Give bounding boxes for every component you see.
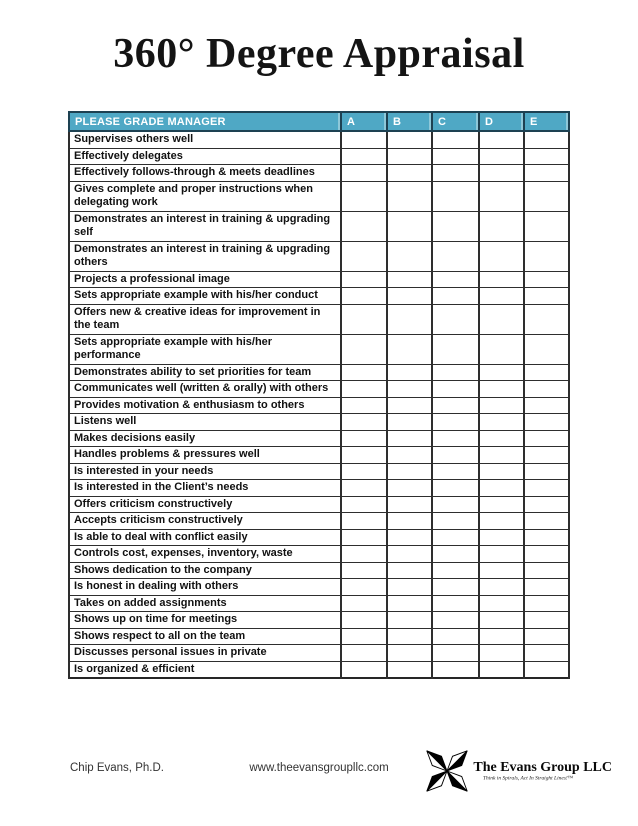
- footer-website-link[interactable]: www.theevansgroupllc.com: [249, 762, 389, 774]
- table-row: [69, 447, 569, 464]
- rating-cell-e[interactable]: [524, 381, 569, 398]
- criteria-cell: Is honest in dealing with others: [69, 579, 341, 596]
- logo-company-name: The Evans Group LLC: [473, 759, 612, 775]
- rating-cell-b[interactable]: [387, 513, 432, 530]
- column-header-e: E: [524, 112, 569, 131]
- table-row: [69, 334, 569, 364]
- table-row: [69, 645, 569, 662]
- criteria-cell: Is interested in the Client’s needs: [69, 480, 341, 497]
- rating-cell-d[interactable]: [479, 513, 524, 530]
- rating-cell-e[interactable]: [524, 364, 569, 381]
- rating-cell-e[interactable]: [524, 165, 569, 182]
- rating-cell-a[interactable]: [341, 463, 387, 480]
- rating-cell-c[interactable]: [432, 595, 479, 612]
- table-row: [69, 381, 569, 398]
- rating-cell-a[interactable]: [341, 529, 387, 546]
- rating-cell-d[interactable]: [479, 645, 524, 662]
- rating-cell-c[interactable]: [432, 304, 479, 334]
- appraisal-table-container: [68, 111, 568, 679]
- rating-cell-d[interactable]: [479, 165, 524, 182]
- rating-cell-c[interactable]: [432, 612, 479, 629]
- rating-cell-b[interactable]: [387, 661, 432, 678]
- table-row: [69, 480, 569, 497]
- rating-cell-b[interactable]: [387, 288, 432, 305]
- rating-cell-a[interactable]: [341, 612, 387, 629]
- table-row: [69, 513, 569, 530]
- rating-cell-e[interactable]: [524, 334, 569, 364]
- rating-cell-b[interactable]: [387, 595, 432, 612]
- rating-cell-d[interactable]: [479, 546, 524, 563]
- rating-cell-d[interactable]: [479, 447, 524, 464]
- rating-cell-e[interactable]: [524, 480, 569, 497]
- rating-cell-b[interactable]: [387, 271, 432, 288]
- criteria-cell: Listens well: [69, 414, 341, 431]
- rating-cell-a[interactable]: [341, 562, 387, 579]
- criteria-cell: Offers criticism constructively: [69, 496, 341, 513]
- table-row: [69, 397, 569, 414]
- table-row: [69, 430, 569, 447]
- rating-cell-b[interactable]: [387, 165, 432, 182]
- rating-cell-e[interactable]: [524, 447, 569, 464]
- rating-cell-e[interactable]: [524, 645, 569, 662]
- criteria-cell: Accepts criticism constructively: [69, 513, 341, 530]
- pinwheel-star-icon: [424, 748, 470, 794]
- rating-cell-b[interactable]: [387, 211, 432, 241]
- footer-author: Chip Evans, Ph.D.: [70, 762, 164, 774]
- criteria-cell: Is interested in your needs: [69, 463, 341, 480]
- table-row: [69, 271, 569, 288]
- page-title: 360° Degree Appraisal: [113, 31, 525, 77]
- rating-cell-c[interactable]: [432, 397, 479, 414]
- table-row: [69, 496, 569, 513]
- rating-cell-a[interactable]: [341, 430, 387, 447]
- rating-cell-a[interactable]: [341, 271, 387, 288]
- criteria-cell: Sets appropriate example with his/her conduct: [69, 288, 341, 305]
- criteria-cell: Controls cost, expenses, inventory, waste: [69, 546, 341, 563]
- rating-cell-e[interactable]: [524, 397, 569, 414]
- rating-cell-d[interactable]: [479, 288, 524, 305]
- rating-cell-e[interactable]: [524, 463, 569, 480]
- rating-cell-a[interactable]: [341, 334, 387, 364]
- criteria-cell: Sets appropriate example with his/her performance: [69, 334, 341, 364]
- rating-cell-d[interactable]: [479, 628, 524, 645]
- rating-cell-d[interactable]: [479, 334, 524, 364]
- rating-cell-b[interactable]: [387, 241, 432, 271]
- column-header-a: A: [341, 112, 387, 131]
- rating-cell-e[interactable]: [524, 131, 569, 148]
- criteria-cell: Takes on added assignments: [69, 595, 341, 612]
- rating-cell-b[interactable]: [387, 447, 432, 464]
- rating-cell-c[interactable]: [432, 271, 479, 288]
- table-row: [69, 165, 569, 182]
- rating-cell-c[interactable]: [432, 661, 479, 678]
- rating-cell-e[interactable]: [524, 595, 569, 612]
- rating-cell-b[interactable]: [387, 397, 432, 414]
- rating-cell-d[interactable]: [479, 562, 524, 579]
- criteria-cell: Shows respect to all on the team: [69, 628, 341, 645]
- rating-cell-a[interactable]: [341, 211, 387, 241]
- criteria-cell: Provides motivation & enthusiasm to others: [69, 397, 341, 414]
- rating-cell-a[interactable]: [341, 480, 387, 497]
- company-logo: [424, 748, 612, 794]
- rating-cell-a[interactable]: [341, 595, 387, 612]
- rating-cell-e[interactable]: [524, 211, 569, 241]
- rating-cell-d[interactable]: [479, 480, 524, 497]
- rating-cell-e[interactable]: [524, 430, 569, 447]
- criteria-cell: Is able to deal with conflict easily: [69, 529, 341, 546]
- rating-cell-e[interactable]: [524, 496, 569, 513]
- rating-cell-c[interactable]: [432, 334, 479, 364]
- rating-cell-e[interactable]: [524, 241, 569, 271]
- rating-cell-e[interactable]: [524, 271, 569, 288]
- rating-cell-c[interactable]: [432, 463, 479, 480]
- rating-cell-d[interactable]: [479, 496, 524, 513]
- rating-cell-a[interactable]: [341, 579, 387, 596]
- rating-cell-e[interactable]: [524, 661, 569, 678]
- rating-cell-d[interactable]: [479, 430, 524, 447]
- rating-cell-c[interactable]: [432, 513, 479, 530]
- table-row: [69, 131, 569, 148]
- rating-cell-d[interactable]: [479, 397, 524, 414]
- rating-cell-e[interactable]: [524, 612, 569, 629]
- table-row: [69, 562, 569, 579]
- rating-cell-d[interactable]: [479, 381, 524, 398]
- criteria-cell: Effectively delegates: [69, 148, 341, 165]
- rating-cell-c[interactable]: [432, 645, 479, 662]
- rating-cell-e[interactable]: [524, 148, 569, 165]
- table-row: [69, 463, 569, 480]
- rating-cell-d[interactable]: [479, 463, 524, 480]
- criteria-cell: Discusses personal issues in private: [69, 645, 341, 662]
- rating-cell-a[interactable]: [341, 131, 387, 148]
- rating-cell-b[interactable]: [387, 480, 432, 497]
- rating-cell-c[interactable]: [432, 546, 479, 563]
- rating-cell-a[interactable]: [341, 165, 387, 182]
- rating-cell-a[interactable]: [341, 414, 387, 431]
- rating-cell-e[interactable]: [524, 562, 569, 579]
- rating-cell-b[interactable]: [387, 304, 432, 334]
- rating-cell-c[interactable]: [432, 496, 479, 513]
- page-footer: [0, 748, 638, 804]
- table-row: [69, 211, 569, 241]
- rating-cell-c[interactable]: [432, 131, 479, 148]
- table-row: [69, 241, 569, 271]
- rating-cell-e[interactable]: [524, 579, 569, 596]
- rating-cell-a[interactable]: [341, 241, 387, 271]
- criteria-cell: Is organized & efficient: [69, 661, 341, 678]
- rating-cell-d[interactable]: [479, 271, 524, 288]
- table-row: [69, 304, 569, 334]
- rating-cell-c[interactable]: [432, 480, 479, 497]
- rating-cell-c[interactable]: [432, 414, 479, 431]
- rating-cell-c[interactable]: [432, 579, 479, 596]
- criteria-cell: Demonstrates ability to set priorities for team: [69, 364, 341, 381]
- logo-text-block: [473, 760, 612, 783]
- rating-cell-e[interactable]: [524, 546, 569, 563]
- rating-cell-b[interactable]: [387, 645, 432, 662]
- criteria-cell: Gives complete and proper instructions when delegating work: [69, 181, 341, 211]
- criteria-cell: Demonstrates an interest in training & upgrading self: [69, 211, 341, 241]
- rating-cell-e[interactable]: [524, 181, 569, 211]
- rating-cell-a[interactable]: [341, 447, 387, 464]
- rating-cell-a[interactable]: [341, 364, 387, 381]
- rating-cell-b[interactable]: [387, 628, 432, 645]
- rating-cell-a[interactable]: [341, 546, 387, 563]
- criteria-cell: Offers new & creative ideas for improvement in the team: [69, 304, 341, 334]
- rating-cell-b[interactable]: [387, 463, 432, 480]
- rating-cell-a[interactable]: [341, 181, 387, 211]
- rating-cell-d[interactable]: [479, 414, 524, 431]
- rating-cell-c[interactable]: [432, 430, 479, 447]
- rating-cell-b[interactable]: [387, 364, 432, 381]
- table-row: [69, 364, 569, 381]
- rating-cell-b[interactable]: [387, 131, 432, 148]
- rating-cell-c[interactable]: [432, 628, 479, 645]
- rating-cell-a[interactable]: [341, 645, 387, 662]
- rating-cell-c[interactable]: [432, 447, 479, 464]
- criteria-cell: Demonstrates an interest in training & upgrading others: [69, 241, 341, 271]
- criteria-cell: Shows up on time for meetings: [69, 612, 341, 629]
- rating-cell-b[interactable]: [387, 496, 432, 513]
- rating-cell-d[interactable]: [479, 529, 524, 546]
- logo-tagline: Think in Spirals, Act In Straight Lines!™: [483, 774, 574, 781]
- criteria-cell: Communicates well (written & orally) with others: [69, 381, 341, 398]
- table-row: [69, 148, 569, 165]
- rating-cell-c[interactable]: [432, 529, 479, 546]
- rating-cell-a[interactable]: [341, 304, 387, 334]
- rating-cell-a[interactable]: [341, 496, 387, 513]
- rating-cell-d[interactable]: [479, 364, 524, 381]
- table-body: [69, 131, 569, 678]
- criteria-cell: Shows dedication to the company: [69, 562, 341, 579]
- rating-cell-d[interactable]: [479, 595, 524, 612]
- rating-cell-c[interactable]: [432, 148, 479, 165]
- rating-cell-a[interactable]: [341, 381, 387, 398]
- criteria-cell: Projects a professional image: [69, 271, 341, 288]
- rating-cell-d[interactable]: [479, 241, 524, 271]
- table-row: [69, 529, 569, 546]
- rating-cell-e[interactable]: [524, 513, 569, 530]
- rating-cell-b[interactable]: [387, 529, 432, 546]
- table-row: [69, 546, 569, 563]
- column-header-d: D: [479, 112, 524, 131]
- table-row: [69, 579, 569, 596]
- column-header-b: B: [387, 112, 432, 131]
- rating-cell-a[interactable]: [341, 513, 387, 530]
- criteria-cell: Makes decisions easily: [69, 430, 341, 447]
- rating-cell-c[interactable]: [432, 241, 479, 271]
- rating-cell-b[interactable]: [387, 546, 432, 563]
- rating-cell-b[interactable]: [387, 148, 432, 165]
- rating-cell-c[interactable]: [432, 181, 479, 211]
- rating-cell-c[interactable]: [432, 165, 479, 182]
- appraisal-table: [68, 111, 570, 679]
- rating-cell-d[interactable]: [479, 612, 524, 629]
- rating-cell-b[interactable]: [387, 562, 432, 579]
- table-row: [69, 414, 569, 431]
- rating-cell-a[interactable]: [341, 148, 387, 165]
- rating-cell-d[interactable]: [479, 304, 524, 334]
- table-row: [69, 661, 569, 678]
- rating-cell-e[interactable]: [524, 628, 569, 645]
- rating-cell-b[interactable]: [387, 612, 432, 629]
- rating-cell-d[interactable]: [479, 579, 524, 596]
- rating-cell-b[interactable]: [387, 414, 432, 431]
- rating-cell-d[interactable]: [479, 181, 524, 211]
- rating-cell-d[interactable]: [479, 211, 524, 241]
- rating-cell-d[interactable]: [479, 661, 524, 678]
- table-row: [69, 181, 569, 211]
- rating-cell-a[interactable]: [341, 628, 387, 645]
- rating-cell-d[interactable]: [479, 131, 524, 148]
- rating-cell-e[interactable]: [524, 288, 569, 305]
- table-row: [69, 288, 569, 305]
- rating-cell-c[interactable]: [432, 288, 479, 305]
- header-grade-manager-label: PLEASE GRADE MANAGER: [69, 112, 341, 131]
- rating-cell-a[interactable]: [341, 397, 387, 414]
- table-row: [69, 628, 569, 645]
- column-header-c: C: [432, 112, 479, 131]
- table-row: [69, 612, 569, 629]
- criteria-cell: Effectively follows-through & meets deadlines: [69, 165, 341, 182]
- table-row: [69, 595, 569, 612]
- rating-cell-d[interactable]: [479, 148, 524, 165]
- rating-cell-b[interactable]: [387, 181, 432, 211]
- rating-cell-e[interactable]: [524, 414, 569, 431]
- rating-cell-e[interactable]: [524, 529, 569, 546]
- rating-cell-c[interactable]: [432, 364, 479, 381]
- rating-cell-b[interactable]: [387, 430, 432, 447]
- rating-cell-e[interactable]: [524, 304, 569, 334]
- table-header-row: [69, 112, 569, 131]
- rating-cell-b[interactable]: [387, 579, 432, 596]
- criteria-cell: Handles problems & pressures well: [69, 447, 341, 464]
- criteria-cell: Supervises others well: [69, 131, 341, 148]
- rating-cell-c[interactable]: [432, 381, 479, 398]
- rating-cell-a[interactable]: [341, 661, 387, 678]
- rating-cell-a[interactable]: [341, 288, 387, 305]
- rating-cell-c[interactable]: [432, 211, 479, 241]
- rating-cell-b[interactable]: [387, 381, 432, 398]
- rating-cell-c[interactable]: [432, 562, 479, 579]
- rating-cell-b[interactable]: [387, 334, 432, 364]
